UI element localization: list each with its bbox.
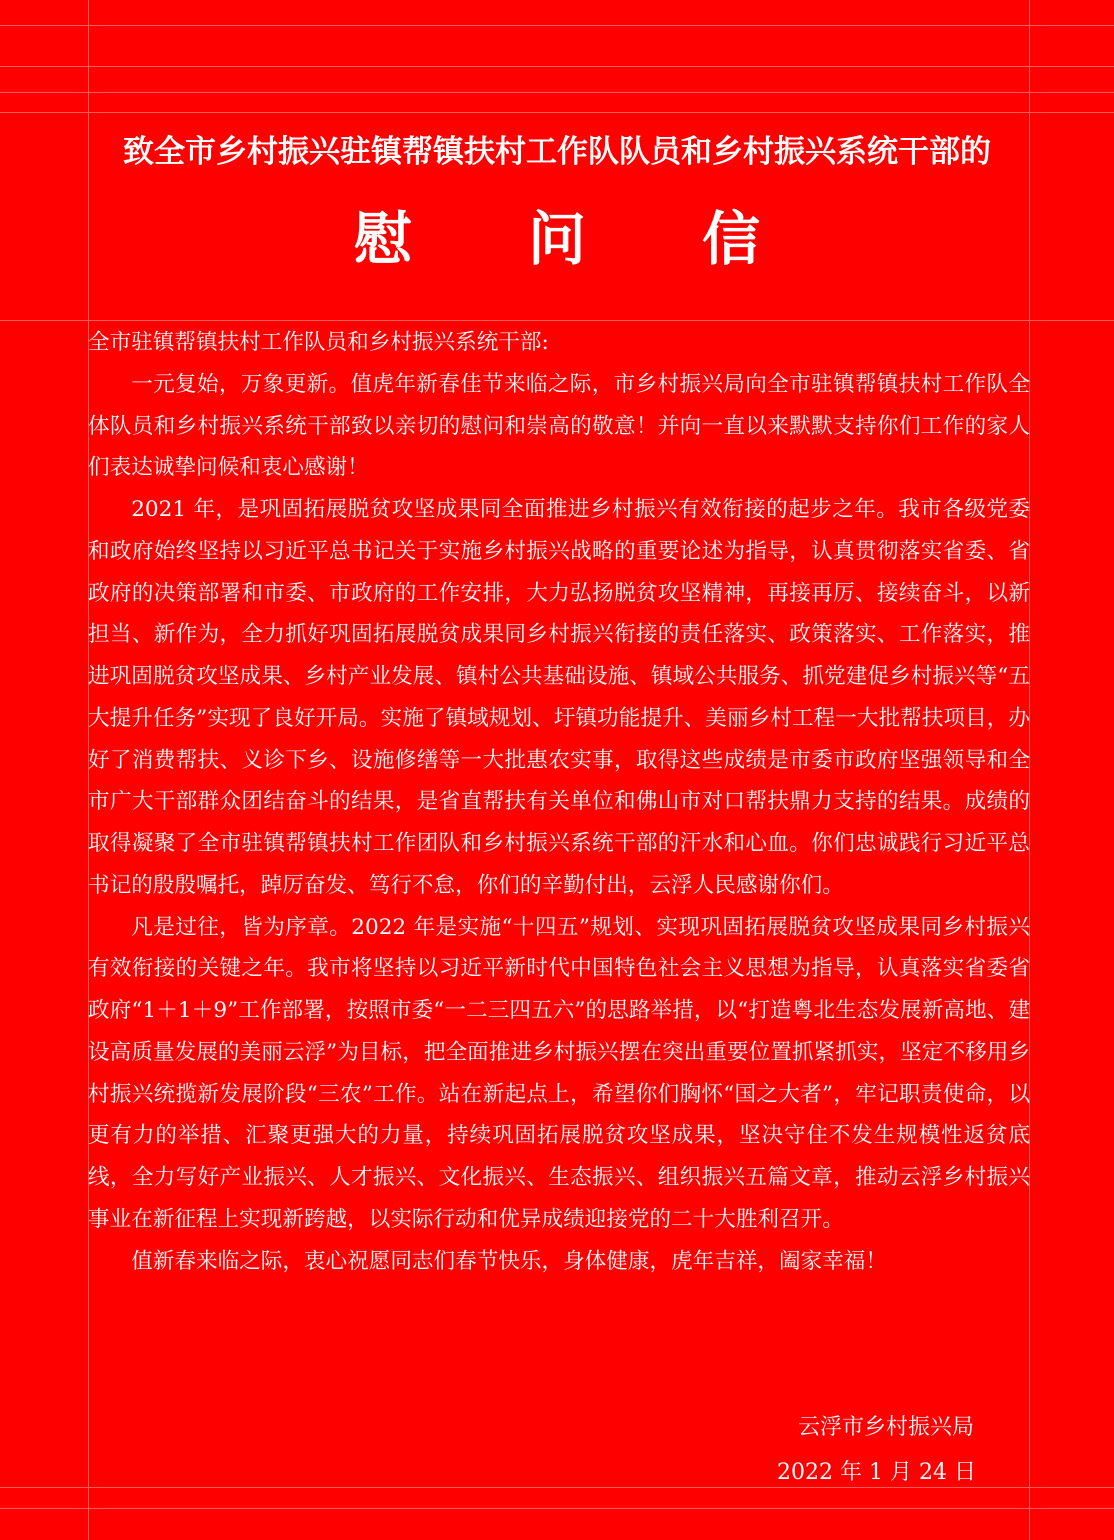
signature-block [777,1405,976,1495]
grid-line [0,66,1114,67]
signature-date: 2022 年 1 月 24 日 [777,1460,976,1485]
subtitle-char: 信 [702,205,761,273]
grid-line [0,1508,1114,1509]
grid-line [0,25,1114,26]
paragraph: 凡是过往，皆为序章。2022 年是实施“十四五”规划、实现巩固拓展脱贫攻坚成果同乡村振兴有效衔接的关键之年。我市将坚持以习近平新时代中国特色社会主义思想为指导，认真落实省委省政府“1＋1＋9”工作部署，按照市委“一二三四五六”的思路举措，以“打造粤北生态发展新高地、建设高质量发展的美丽云浮”为目标，把全面推进乡村振兴摆在突出重要位置抓紧抓实，坚定不移用乡村振兴统揽新发展阶段“三农”工作。站在新起点上，希望你们胸怀“国之大者”，牢记职责使命，以更有力的举措、汇聚更强大的力量，持续巩固拓展脱贫攻坚成果，坚决守住不发生规模性返贫底线，全力写好产业振兴、人才振兴、文化振兴、生态振兴、组织振兴五篇文章，推动云浮乡村振兴事业在新征程上实现新跨越，以实际行动和优异成绩迎接党的二十大胜利召开。 [88,914,1030,1232]
letter-body [88,322,1030,1282]
letter-title: 致全市乡村振兴驻镇帮镇扶村工作队队员和乡村振兴系统干部的 [123,134,991,170]
signature-organization: 云浮市乡村振兴局 [797,1415,974,1440]
grid-line [0,112,1114,113]
letter-subtitle [0,192,1114,276]
grid-line [0,92,1114,93]
paragraph: 2021 年，是巩固拓展脱贫攻坚成果同全面推进乡村振兴有效衔接的起步之年。我市各级党委和政府始终坚持以习近平总书记关于实施乡村振兴战略的重要论述为指导，认真贯彻落实省委、省政府的决策部署和市委、市政府的工作安排，大力弘扬脱贫攻坚精神，再接再厉、接续奋斗，以新担当、新作为，全力抓好巩固拓展脱贫成果同乡村振兴衔接的责任落实、政策落实、工作落实，推进巩固脱贫攻坚成果、乡村产业发展、镇村公共基础设施、镇域公共服务、抓党建促乡村振兴等“五大提升任务”实现了良好开局。实施了镇域规划、圩镇功能提升、美丽乡村工程一大批帮扶项目，办好了消费帮扶、义诊下乡、设施修缮等一大批惠农实事，取得这些成绩是市委市政府坚强领导和全市广大干部群众团结奋斗的结果，是省直帮扶有关单位和佛山市对口帮扶鼎力支持的结果。成绩的取得凝聚了全市驻镇帮镇扶村工作团队和乡村振兴系统干部的汗水和心血。你们忠诚践行习近平总书记的殷殷嘱托，踔厉奋发、笃行不怠，你们的辛勤付出，云浮人民感谢你们。 [88,497,1030,898]
grid-line [0,320,1114,321]
paragraph: 一元复始，万象更新。值虎年新春佳节来临之际，市乡村振兴局向全市驻镇帮镇扶村工作队全体队员和乡村振兴系统干部致以亲切的慰问和崇高的敬意！并向一直以来默默支持你们工作的家人们表达诚挚问候和衷心感谢！ [88,371,1030,481]
salutation: 全市驻镇帮镇扶村工作队员和乡村振兴系统干部: [88,330,549,355]
paragraph: 值新春来临之际，衷心祝愿同志们春节快乐，身体健康，虎年吉祥，阖家幸福！ [131,1248,887,1274]
subtitle-char: 问 [527,205,586,273]
subtitle-char: 慰 [353,205,412,273]
